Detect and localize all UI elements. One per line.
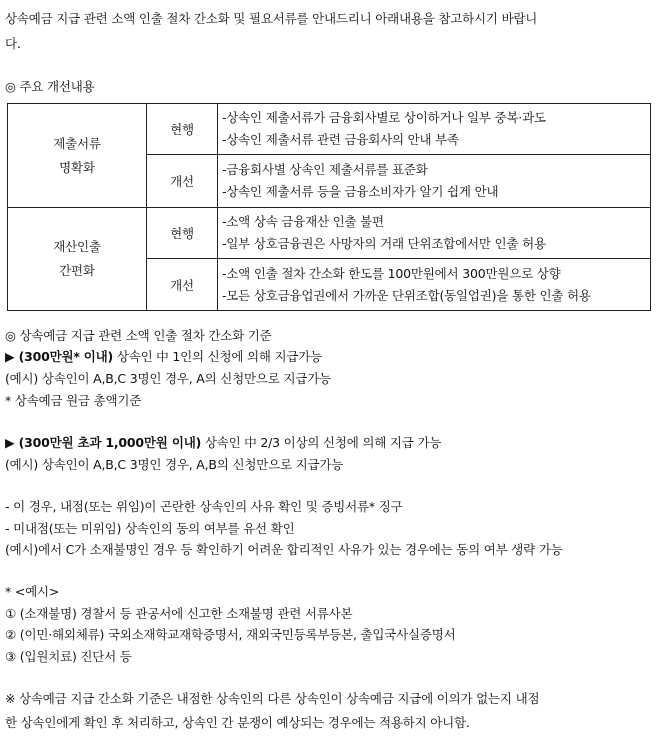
intro-line-1: 상속예금 지급 관련 소액 인출 절차 간소화 및 필요서류를 안내드리니 아래내용을 참고하시기 바랍니 bbox=[5, 11, 538, 26]
condition-line-3: (예시)에서 C가 소재불명인 경우 등 확인하기 어려운 합리적인 사유가 있는 경우에는 동의 여부 생략 가능 bbox=[5, 542, 563, 557]
example-item: ① (소재불명) 경찰서 등 관공서에 신고한 소재불명 관련 서류사본 bbox=[5, 606, 353, 621]
category-label: 재산인출 bbox=[53, 239, 101, 254]
type-cell: 현행 bbox=[147, 208, 218, 259]
example-item: ③ (입원치료) 진단서 등 bbox=[5, 649, 132, 664]
type-cell: 현행 bbox=[147, 104, 218, 155]
description-cell bbox=[218, 259, 651, 311]
description-item: -일부 상호금융권은 사망자의 거래 단위조합에서만 인출 허용 bbox=[222, 236, 546, 251]
improvements-table bbox=[7, 103, 651, 311]
category-label: 제출서류 bbox=[53, 135, 101, 151]
description-item: -금융회사별 상속인 제출서류를 표준화 bbox=[222, 162, 428, 177]
description-item: -상속인 제출서류가 금융회사별로 상이하거나 일부 중복·과도 bbox=[222, 110, 546, 125]
rule-2 bbox=[5, 435, 441, 451]
rule-1-heading: ▶ (300만원* 이내) bbox=[5, 349, 114, 364]
category-label: 명확화 bbox=[59, 159, 95, 175]
description-item: -모든 상호금융업권에서 가까운 단위조합(동일업권)을 통한 인출 허용 bbox=[222, 287, 591, 303]
condition-line-1: - 이 경우, 내점(또는 위임)이 곤란한 상속인의 사유 확인 및 증빙서류* 징구 bbox=[5, 499, 403, 514]
category-cell bbox=[8, 104, 147, 208]
description-item: -소액 인출 절차 간소화 한도를 100만원에서 300만원으로 상향 bbox=[222, 265, 561, 281]
section-title-criteria: ◎ 상속예금 지급 관련 소액 인출 절차 간소화 기준 bbox=[5, 328, 272, 343]
description-cell bbox=[218, 155, 651, 208]
type-cell: 개선 bbox=[147, 259, 218, 311]
category-label: 간편화 bbox=[59, 263, 95, 278]
rule-1 bbox=[5, 349, 322, 365]
footer-line-1: ※ 상속예금 지급 간소화 기준은 내점한 상속인의 다른 상속인이 상속예금 지급에 이의가 없는지 내점 bbox=[5, 691, 540, 706]
description-item: -소액 상속 금융재산 인출 불편 bbox=[222, 214, 384, 229]
intro-line-2: 다. bbox=[5, 36, 21, 51]
rule-1-note: * 상속예금 원금 총액기준 bbox=[5, 393, 142, 408]
rule-2-example: (예시) 상속인이 A,B,C 3명인 경우, A,B의 신청만으로 지급가능 bbox=[5, 457, 344, 472]
description-item: -상속인 제출서류 등을 금융소비자가 알기 쉽게 안내 bbox=[222, 184, 499, 199]
rule-2-text: 상속인 中 2/3 이상의 신청에 의해 지급 가능 bbox=[201, 435, 442, 450]
rule-1-text: 상속인 中 1인의 신청에 의해 지급가능 bbox=[113, 349, 323, 364]
type-cell: 개선 bbox=[147, 155, 218, 208]
description-cell bbox=[218, 104, 651, 155]
rule-2-heading: ▶ (300만원 초과 1,000만원 이내) bbox=[5, 435, 202, 450]
footer-line-2: 한 상속인에게 확인 후 처리하고, 상속인 간 분쟁이 예상되는 경우에는 적용하지 아니함. bbox=[5, 715, 470, 730]
table-row bbox=[8, 104, 651, 155]
category-cell bbox=[8, 208, 147, 311]
description-cell bbox=[218, 208, 651, 259]
examples-title: * <예시> bbox=[5, 584, 60, 599]
section-title-improvements: ◎ 주요 개선내용 bbox=[5, 79, 95, 94]
condition-line-2: - 미내점(또는 미위임) 상속인의 동의 여부를 유선 확인 bbox=[5, 521, 295, 536]
rule-1-example: (예시) 상속인이 A,B,C 3명인 경우, A의 신청만으로 지급가능 bbox=[5, 371, 331, 386]
description-item: -상속인 제출서류 관련 금융회사의 안내 부족 bbox=[222, 132, 459, 147]
example-item: ② (이민·해외체류) 국외소재학교재학증명서, 재외국민등록부등본, 출입국사실증명서 bbox=[5, 627, 456, 642]
table-row bbox=[8, 208, 651, 259]
